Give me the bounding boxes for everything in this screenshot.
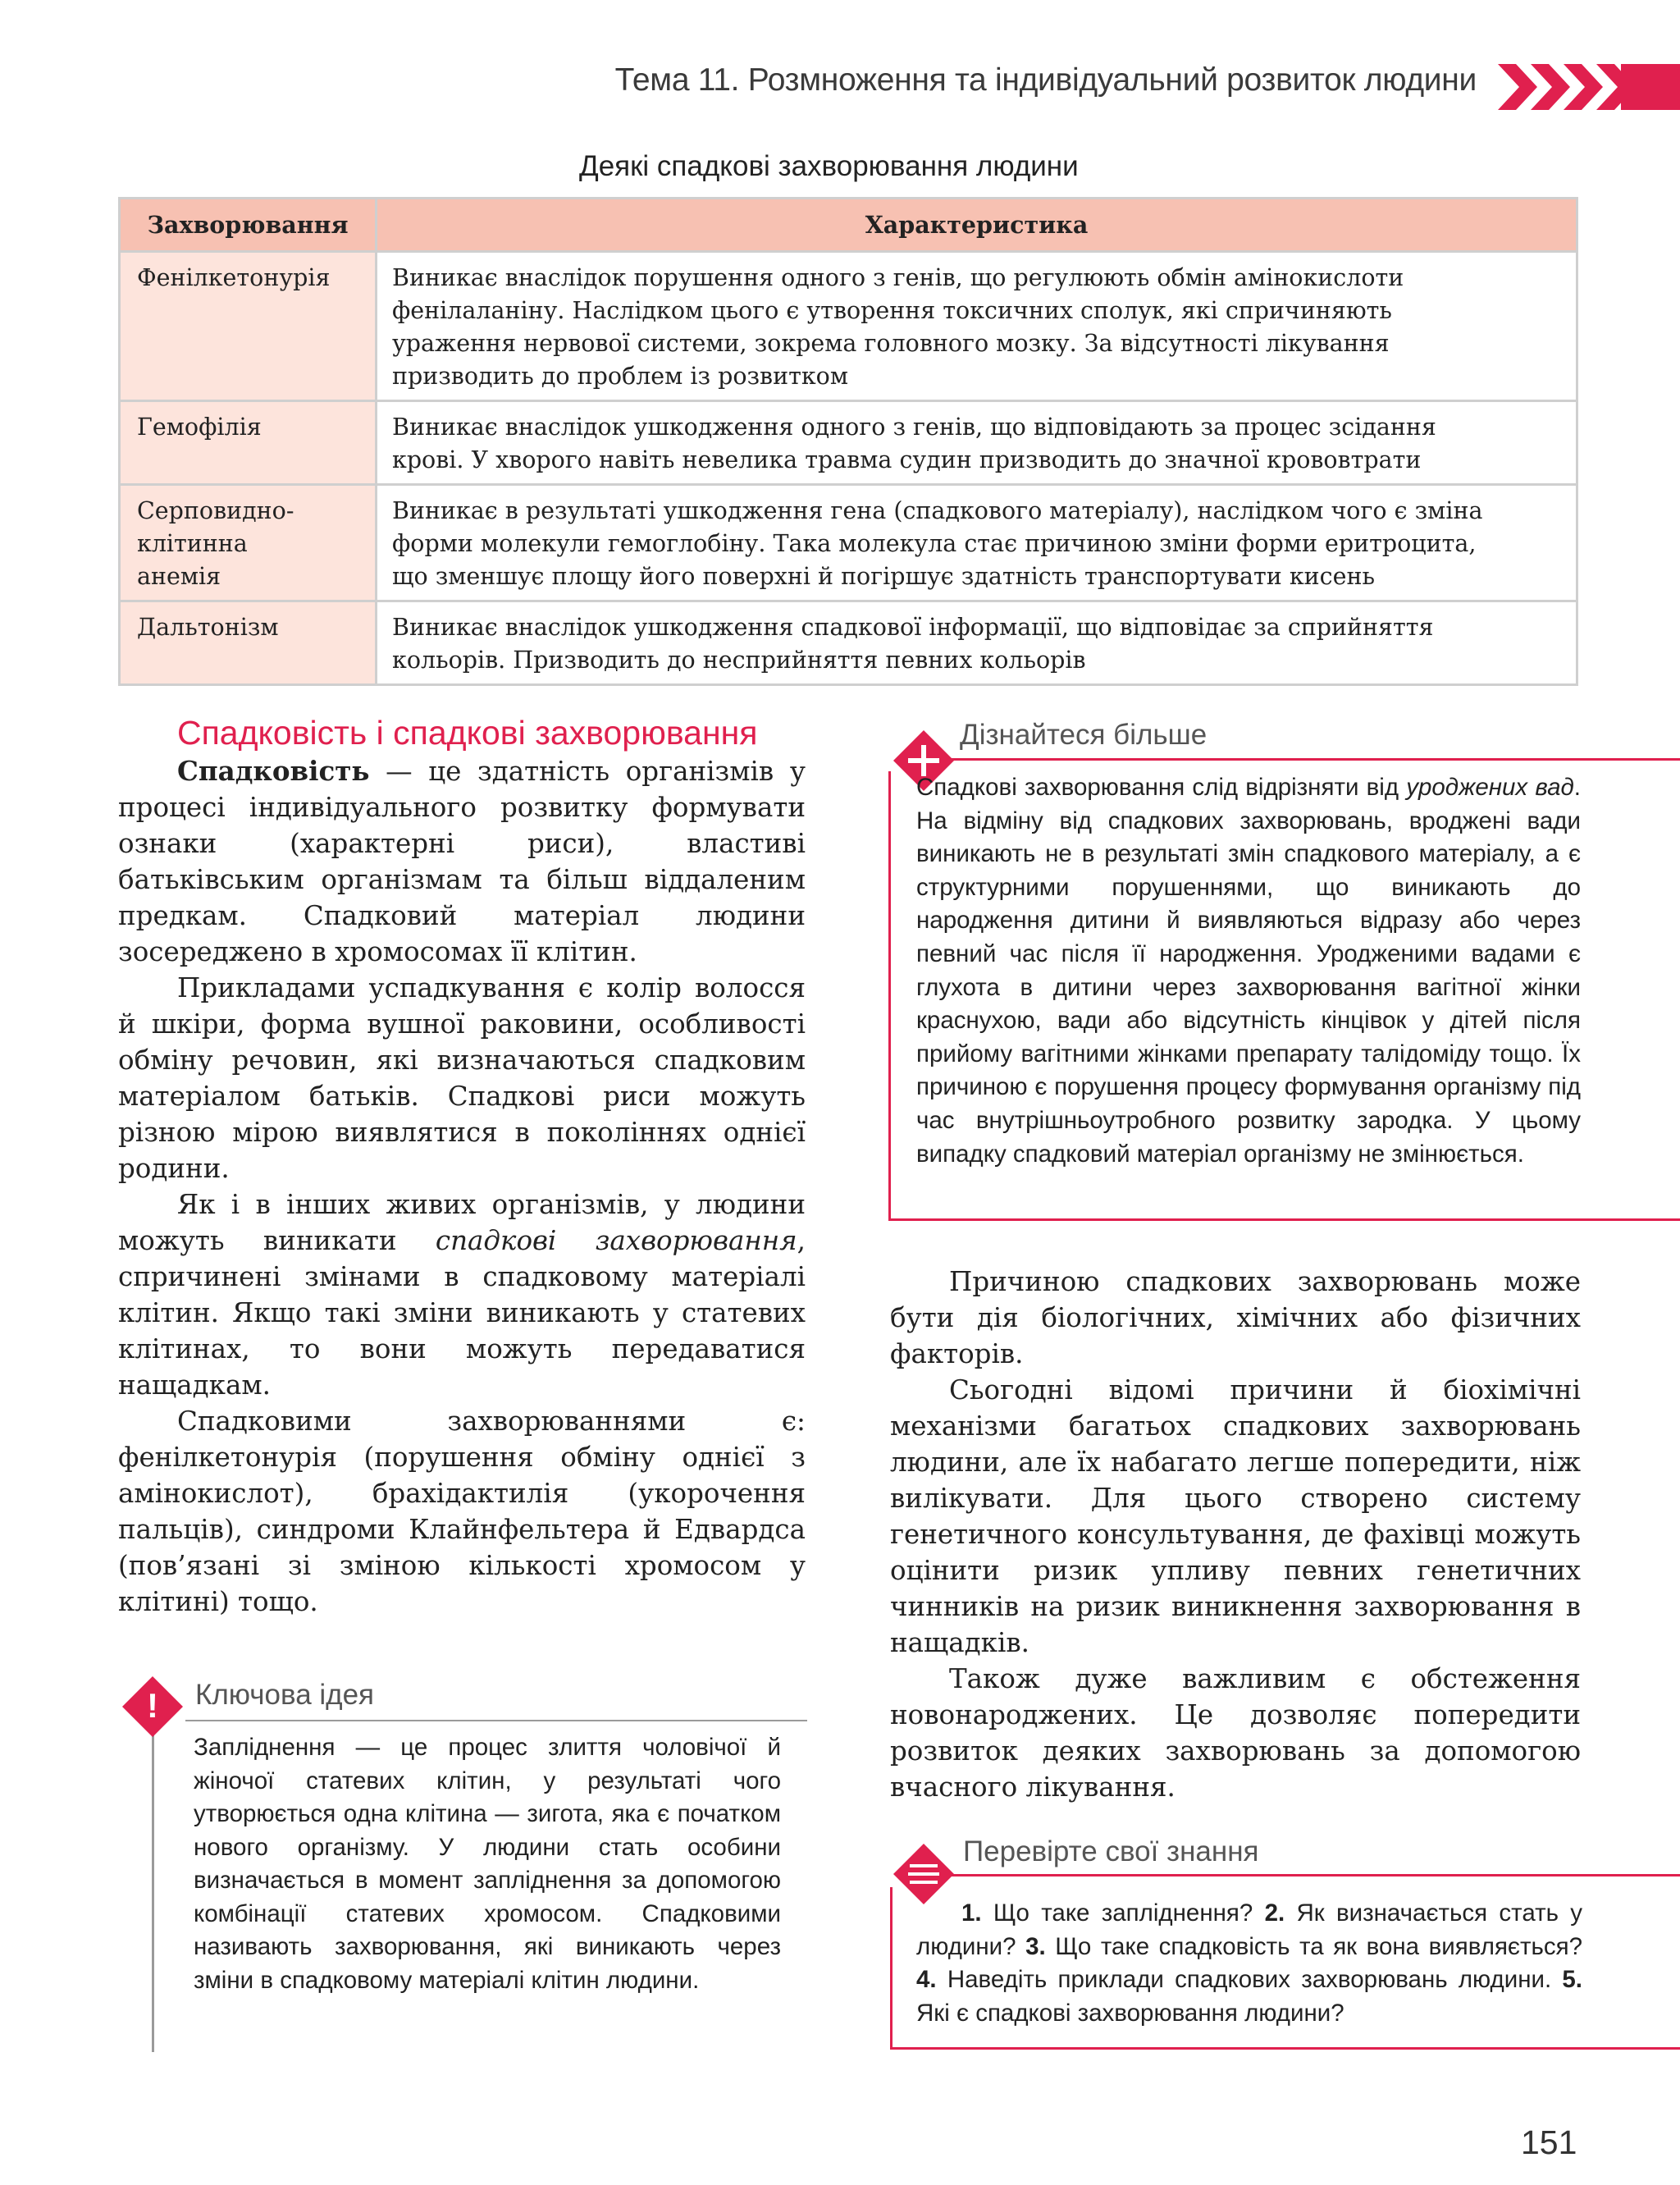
learn-more-side-bar <box>888 771 891 1221</box>
question-text: Як визначається стать у людини? <box>916 1899 1582 1960</box>
question-text: Що таке спадковість та як вона виявляється? <box>1045 1932 1582 1960</box>
table-header-row <box>120 199 1577 252</box>
disease-name <box>120 401 377 485</box>
cell-line: що зменшує площу його поверхні й погіршує здатність транспортувати кисень <box>392 563 1375 590</box>
term: Спадковість <box>177 755 370 787</box>
section-heading: Спадковість і спадкові захворювання <box>177 714 758 752</box>
cell-line: ураження нервової системи, зокрема головного мозку. За відсутності лікування <box>392 330 1390 357</box>
question-number: 4. <box>916 1966 937 1994</box>
check-side-bar <box>890 1887 892 2050</box>
paragraph-text: — це здатність організмів у процесі індивідуального розвитку формувати ознаки (характерні риси), властиві батьківським організмам та більш віддаленим предкам. Спадковий матеріал людини зосереджено в хромосомах її клітин. <box>118 756 806 967</box>
question-number: 5. <box>1562 1966 1582 1994</box>
question-number: 2. <box>1264 1899 1285 1927</box>
cell-line: форми молекули гемоглобіну. Така молекула стає причиною зміни форми еритроцита, <box>392 530 1477 557</box>
check-rule <box>938 1874 1680 1876</box>
cell-line: Виникає внаслідок ушкодження одного з генів, що відповідають за процес зсідання <box>392 414 1436 441</box>
cell-line: Виникає внаслідок порушення одного з генів, що регулюють обмін амінокислоти <box>392 264 1404 291</box>
learn-more-title: Дізнайтеся більше <box>960 719 1208 751</box>
table-row <box>120 601 1577 685</box>
disease-name <box>120 601 377 685</box>
cell-line: Гемофілія <box>137 414 262 441</box>
check-bottom-rule <box>890 2047 1680 2050</box>
question-text: Що таке запліднення? <box>981 1899 1265 1927</box>
italic-term: уроджених вад <box>1406 774 1574 801</box>
table-row <box>120 401 1577 485</box>
key-idea-text: Запліднення — це процес злиття чоловічої й жіночої статевих клітин, у результаті чого утворюється одна клітина — зигота, яка є початком нового організму. У людини стать особини визначається в момент запліднення за допомогою комбінації статевих хромосом. Спадковими називають захворювання, які виникають через зміни в спадковому матеріалі клітин людини. <box>194 1734 781 1994</box>
main-text-left <box>118 753 806 1620</box>
check-title: Перевірте свої знання <box>963 1835 1259 1867</box>
key-idea-side-bar <box>152 1720 154 2052</box>
learn-more-rule <box>938 758 1680 761</box>
learn-more-text <box>916 771 1581 1171</box>
key-idea-title: Ключова ідея <box>195 1679 374 1711</box>
list-icon <box>893 1844 954 1904</box>
paragraph: Сьогодні відомі причини й біохімічні механізми багатьох спадкових захворювань людини, але їх набагато легше попередити, ніж вилікувати. Для цього створено систему генетичного консультування, де фахівці можуть оцінити ризик упливу певних генетичних чинників на ризик виникнення захворювання в нащадків. <box>890 1374 1581 1658</box>
cell-line: Виникає внаслідок ушкодження спадкової інформації, що відповідає за сприйняття <box>392 614 1434 641</box>
paragraph-text: Як і в інших живих організмів, у людини можуть виникати <box>118 1189 806 1256</box>
italic-term: спадкові захворювання <box>435 1225 797 1256</box>
disease-description <box>377 401 1577 485</box>
cell-line: анемія <box>137 563 221 590</box>
key-idea-rule <box>185 1720 807 1721</box>
cell-line: клітинна <box>137 530 248 557</box>
question-text: Які є спадкові захворювання людини? <box>916 1999 1344 2027</box>
exclamation-icon <box>122 1676 183 1737</box>
cell-line: кольорів. Призводить до несприйняття певних кольорів <box>392 647 1086 674</box>
table-caption: Деякі спадкові захворювання людини <box>579 150 1079 182</box>
disease-name <box>120 485 377 601</box>
paragraph: Спадковими захворюваннями є: фенілкетонурія (порушення обміну однієї з амінокислот), брахідактилія (укорочення пальців), синдроми Клайнфельтера й Едвардса (пов’язані зі зміною кількості хромосом у клітині) тощо. <box>118 1406 806 1617</box>
topic-title: Тема 11. Розмноження та індивідуальний розвиток людини <box>614 62 1477 98</box>
cell-line: Серповидно- <box>137 497 294 524</box>
chevron-arrows-icon <box>1498 64 1680 110</box>
column-header: Характеристика <box>377 199 1577 252</box>
badge-symbol: ! <box>147 1686 158 1725</box>
paragraph-text: , спричинені змінами в спадковому матеріалі клітин. Якщо такі зміни виникають у статевих клітинах, то вони можуть передаватися нащадкам. <box>118 1225 806 1401</box>
cell-line: фенілаланіну. Наслідком цього є утворення токсичних сполук, які спричиняють <box>392 297 1392 324</box>
table-row <box>120 485 1577 601</box>
paragraph: Причиною спадкових захворювань може бути дія біологічних, хімічних або фізичних факторів. <box>890 1266 1581 1369</box>
cell-line: Дальтонізм <box>137 614 279 641</box>
text-part: . На відміну від спадкових захворювань, вроджені вади виникають не в результаті змін спадкового матеріалу, а є структурними порушеннями, що виникають до народження дитини й виявляються відразу або через певний час після її народження. Уродженими вадами є глухота в дитини через захворювання вагітної жінки краснухою, вади або відсутність кінцівок у дітей після прийому вагітними жінками препарату талідоміду тощо. Їх причиною є порушення процесу формування організму під час внутрішньоутробного розвитку зародка. У цьому випадку спадковий матеріал організму не змінюється. <box>916 774 1581 1168</box>
main-text-right <box>890 1264 1581 1805</box>
disease-description <box>377 252 1577 401</box>
column-header: Захворювання <box>120 199 377 252</box>
learn-more-bottom-rule <box>888 1218 1680 1221</box>
disease-description <box>377 601 1577 685</box>
paragraph: Також дуже важливим є обстеження новонароджених. Це дозволяє попередити розвиток деяких захворювань за допомогою вчасного лікування. <box>890 1663 1581 1803</box>
table-row <box>120 252 1577 401</box>
paragraph <box>118 753 806 970</box>
check-questions <box>916 1897 1582 2030</box>
question-number: 3. <box>1025 1932 1046 1960</box>
text-part: Спадкові захворювання слід відрізняти від <box>916 774 1407 801</box>
paragraph: Прикладами успадкування є колір волосся й шкіри, форма вушної раковини, особливості обміну речовин, які визначаються спадковим матеріалом батьків. Спадкові риси можуть різною мірою виявлятися в поколіннях однієї родини. <box>118 972 806 1184</box>
cell-line: крові. У хворого навіть невелика травма судин призводить до значної крововтрати <box>392 446 1422 473</box>
question-number: 1. <box>961 1899 982 1927</box>
question-text: Наведіть приклади спадкових захворювань людини. <box>936 1966 1563 1994</box>
cell-line: Фенілкетонурія <box>137 264 331 291</box>
disease-name <box>120 252 377 401</box>
diseases-table <box>118 197 1578 686</box>
cell-line: Виникає в результаті ушкодження гена (спадкового матеріалу), наслідком чого є зміна <box>392 497 1483 524</box>
paragraph <box>118 1186 806 1403</box>
disease-description <box>377 485 1577 601</box>
cell-line: призводить до проблем із розвитком <box>392 363 849 390</box>
page-number: 151 <box>1521 2123 1577 2161</box>
